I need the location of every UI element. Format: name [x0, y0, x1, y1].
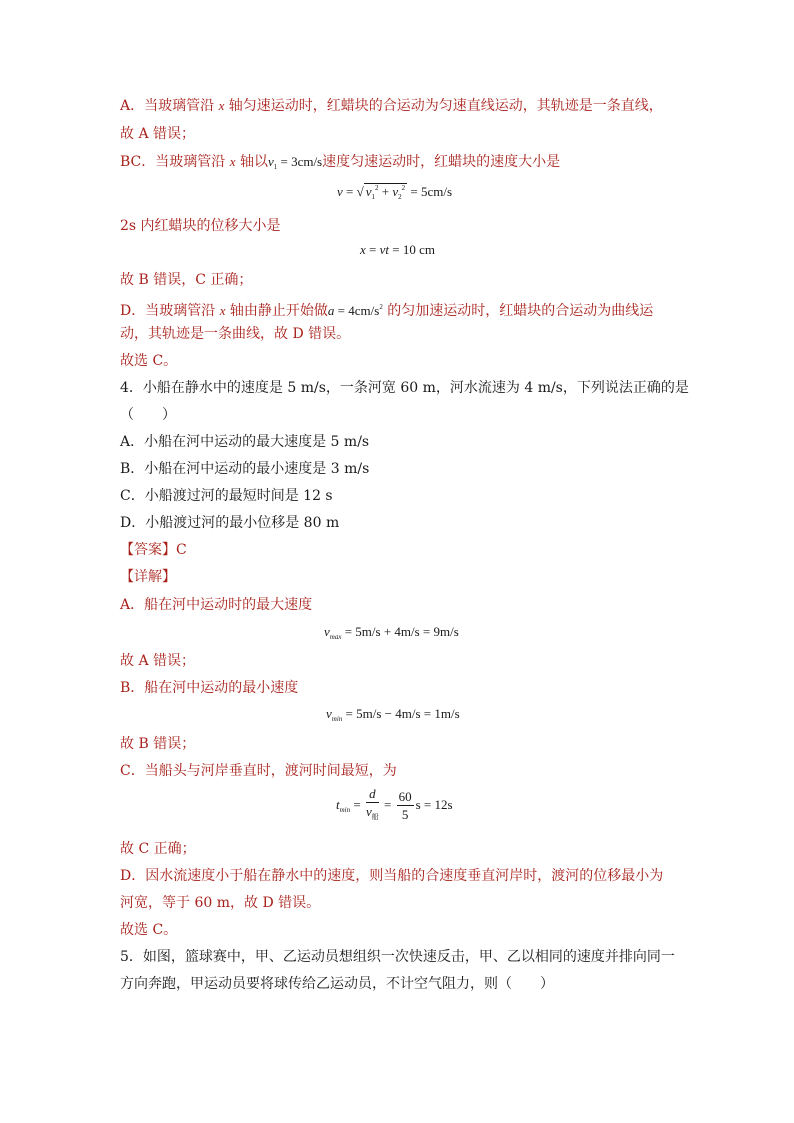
text: A．当玻璃管沿: [120, 98, 219, 114]
eq-sign: =: [342, 184, 357, 199]
eq-rhs: = 5cm/s: [407, 184, 453, 199]
power: 2: [401, 184, 406, 192]
eq-sign: =: [350, 796, 364, 812]
plus: +: [378, 184, 393, 199]
q4-option-b: B．小船在河中运动的最小速度是 3 m/s: [120, 461, 370, 477]
q4-detail-a: A．船在河中运动时的最大速度: [120, 597, 313, 613]
q4-answer: [120, 540, 187, 560]
sub: min: [339, 805, 351, 814]
eq-sign: =: [365, 242, 380, 257]
text: 轴由静止开始做: [225, 303, 328, 319]
text: BC．当玻璃管沿: [120, 154, 230, 170]
solution-bc-line: [120, 152, 560, 177]
equation-vmax: [324, 624, 459, 641]
numerator: d: [366, 786, 379, 803]
eq-rhs: = 10 cm: [389, 242, 435, 257]
var-a: a: [327, 303, 335, 318]
solution-choice: 故选 C。: [120, 353, 178, 369]
power: 2: [375, 184, 379, 192]
q4-option-d: D．小船渡过河的最小位移是 80 m: [120, 515, 340, 531]
eq-sign: =: [380, 796, 395, 812]
eq-lhs: v: [337, 184, 343, 199]
q5-stem2: 方向奔跑，甲运动员要将球传给乙运动员，不计空气阻力，则（ ）: [120, 976, 554, 992]
eq-rhs: = 5m/s + 4m/s = 9m/s: [341, 624, 459, 639]
q4-option-a: A．小船在河中运动的最大速度是 5 m/s: [120, 434, 370, 450]
equation-tmin: [336, 786, 453, 826]
text: 的匀加速运动时，红蜡块的合运动为曲线运: [382, 303, 654, 319]
power: 2: [379, 303, 383, 311]
denominator-v: v: [365, 804, 372, 819]
fraction-d-over-v: [366, 786, 379, 826]
var-v: v: [267, 154, 274, 169]
text: 轴匀速运动时，红蜡块的合运动为匀速直线运动，其轨迹是一条直线，: [224, 98, 663, 114]
q4-detail-b: B．船在河中运动的最小速度: [120, 680, 299, 696]
displacement-line: 2s 内红蜡块的位移大小是: [120, 218, 281, 234]
sub: 1: [371, 193, 376, 201]
solution-a-line2: 故 A 错误；: [120, 126, 196, 142]
solution-d-line: [120, 297, 653, 321]
q4-a-wrong: 故 A 错误；: [120, 653, 196, 669]
answer-value: C: [176, 542, 187, 558]
q4-choice: 故选 C。: [120, 922, 178, 938]
solution-d-line2: 动，其轨迹是一条曲线，故 D 错误。: [120, 326, 351, 342]
eq-v: v: [326, 706, 332, 721]
q4-detail-d2: 河宽，等于 60 m，故 D 错误。: [120, 895, 321, 911]
sqrt: √ $v_1^2 + v_2^2$: [356, 184, 406, 201]
solution-a-line: [120, 96, 663, 116]
equation-vmin: [326, 706, 460, 723]
q4-b-wrong: 故 B 错误；: [120, 736, 196, 752]
value: = 4cm/s: [334, 303, 380, 318]
equation-displacement: [360, 242, 435, 258]
numerator: 60: [398, 788, 412, 804]
denominator: 5: [401, 806, 409, 822]
q4-detail-c: C．当船头与河岸垂直时，渡河时间最短，为: [120, 763, 397, 779]
text: 轴以: [235, 154, 268, 170]
subscript: 1: [273, 163, 278, 171]
answer-tag: 【答案】: [120, 542, 176, 558]
q5-stem: 5．如图，篮球赛中，甲、乙运动员想组织一次快速反击，甲、乙以相同的速度并排向同一: [120, 949, 675, 965]
var-x: x: [218, 98, 225, 113]
eq-rhs: = 5m/s − 4m/s = 1m/s: [342, 706, 460, 721]
q4-detail-d: D．因水流速度小于船在静水中的速度，则当船的合速度垂直河岸时，渡河的位移最小为: [120, 868, 664, 884]
q4-c-right: 故 C 正确；: [120, 841, 196, 857]
var-x: x: [229, 154, 236, 169]
eq-rhs: s = 12s: [415, 796, 453, 812]
fraction-60-over-5: [397, 789, 414, 824]
sub: 船: [371, 813, 379, 821]
eq-t: t: [336, 796, 340, 812]
eq-vt: vt: [379, 242, 390, 257]
q4-detail-tag: 【详解】: [120, 569, 176, 585]
solution-bc-conclusion: 故 B 错误，C 正确；: [120, 272, 253, 288]
q4-stem-blank: （ ）: [120, 407, 176, 423]
sub: 2: [398, 193, 402, 201]
sub: max: [329, 633, 342, 641]
q4-option-c: C．小船渡过河的最短时间是 12 s: [120, 488, 333, 504]
value: = 3cm/s: [277, 154, 323, 169]
var-x: x: [219, 303, 226, 318]
sub: min: [331, 715, 343, 723]
q4-stem: 4．小船在静水中的速度是 5 m/s，一条河宽 60 m，河水流速为 4 m/s，下列说法正确的是: [120, 380, 689, 396]
equation-speed: [337, 183, 452, 201]
eq-v: v: [324, 624, 330, 639]
v1: v: [365, 184, 372, 199]
v2: v: [392, 184, 399, 199]
text: D．当玻璃管沿: [120, 303, 220, 319]
eq-lhs: x: [360, 242, 366, 257]
text: 速度匀速运动时，红蜡块的速度大小是: [322, 154, 561, 170]
